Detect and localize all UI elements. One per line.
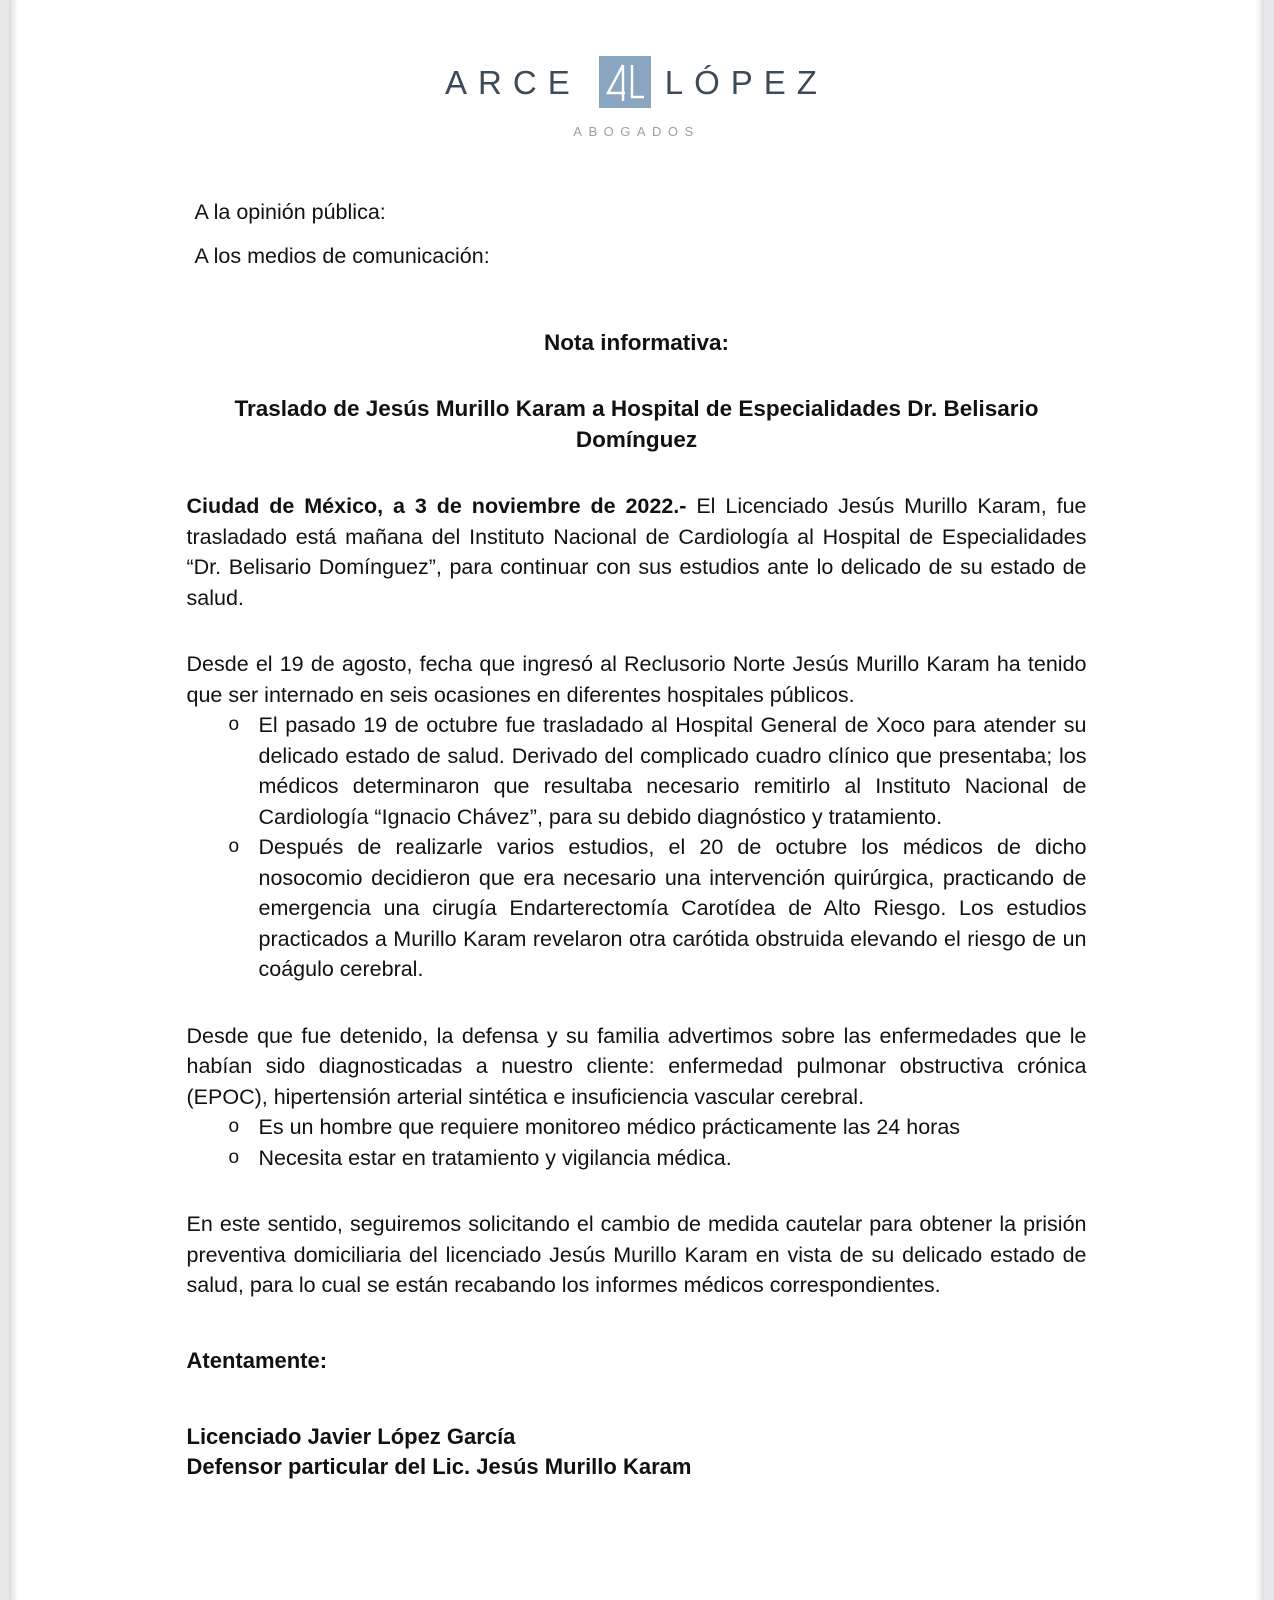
addressee-media: A los medios de comunicación: (194, 243, 490, 268)
title-block (187, 327, 1087, 455)
document-page (11, 0, 1262, 1600)
dateline: Ciudad de México, a 3 de noviembre de 2022.- (186, 494, 687, 519)
signature-block (187, 1345, 1087, 1481)
paragraph-intro-text: El Licenciado Jesús Murillo Karam, fue trasladado está mañana del Instituto Nacional de Cardiología al Hospital de Especialidades “Dr. Belisario Domínguez”, para continuar con sus estudios ante lo delicado de su estado de salud. (186, 494, 1087, 610)
hospitalization-list (187, 710, 1087, 985)
signatory-role: Defensor particular del Lic. Jesús Murillo Karam (186, 1453, 692, 1479)
page-subtitle: Traslado de Jesús Murillo Karam a Hospital de Especialidades Dr. Belisario Domínguez (234, 395, 1039, 453)
brand-name-left: ARCE (445, 63, 581, 101)
paragraph-intro (187, 491, 1087, 613)
paragraph-hospitalizations: Desde el 19 de agosto, fecha que ingresó al Reclusorio Norte Jesús Murillo Karam ha tenido que ser internado en seis ocasiones en diferentes hospitales públicos. (186, 652, 1087, 707)
addressee-public: A la opinión pública: (194, 200, 386, 224)
paragraph-request: En este sentido, seguiremos solicitando el cambio de medida cautelar para obtener la prisión preventiva domiciliaria del licenciado Jesús Murillo Karam en vista de su delicado estado de salud, para lo cual se están recabando los informes médicos correspondientes. (186, 1212, 1087, 1298)
brand-tagline: ABOGADOS (573, 124, 700, 139)
brand-name-right: LÓPEZ (664, 63, 828, 101)
list-item: o Después de realizarle varios estudios, el 20 de octubre los médicos de dicho nosocomio decidieron que era necesario una intervención quirúrgica, practicando de emergencia una cirugía Endarterectomía Carotídea de Alto Riesgo. Los estudios practicados a Murillo Karam revelaron otra carótida obstruida elevando el riesgo de un coágulo cerebral. (187, 832, 1087, 985)
paragraph-diagnoses: Desde que fue detenido, la defensa y su familia advertimos sobre las enfermedades que le habían sido diagnosticadas a nuestro cliente: enfermedad pulmonar obstructiva crónica (EPOC), hipertensión arterial sintética e insuficiencia vascular cerebral. (186, 1023, 1087, 1109)
brand-logo (11, 56, 1262, 108)
four-l-monogram-icon (599, 56, 651, 108)
document-body (187, 139, 1087, 1481)
list-item: o Necesita estar en tratamiento y vigilancia médica. (187, 1143, 1087, 1174)
signature-closing: Atentamente: (186, 1347, 328, 1373)
list-item: o Es un hombre que requiere monitoreo médico prácticamente las 24 horas (187, 1112, 1087, 1143)
care-needs-list (187, 1112, 1087, 1173)
letterhead (11, 0, 1262, 139)
signatory-name: Licenciado Javier López García (186, 1424, 516, 1450)
page-title: Nota informativa: (543, 330, 730, 356)
list-item: o El pasado 19 de octubre fue trasladado al Hospital General de Xoco para atender su delicado estado de salud. Derivado del complicado cuadro clínico que presentaba; los médicos determinaron que resultaba necesario remitirlo al Instituto Nacional de Cardiología “Ignacio Chávez”, para su debido diagnóstico y tratamiento. (187, 710, 1087, 832)
